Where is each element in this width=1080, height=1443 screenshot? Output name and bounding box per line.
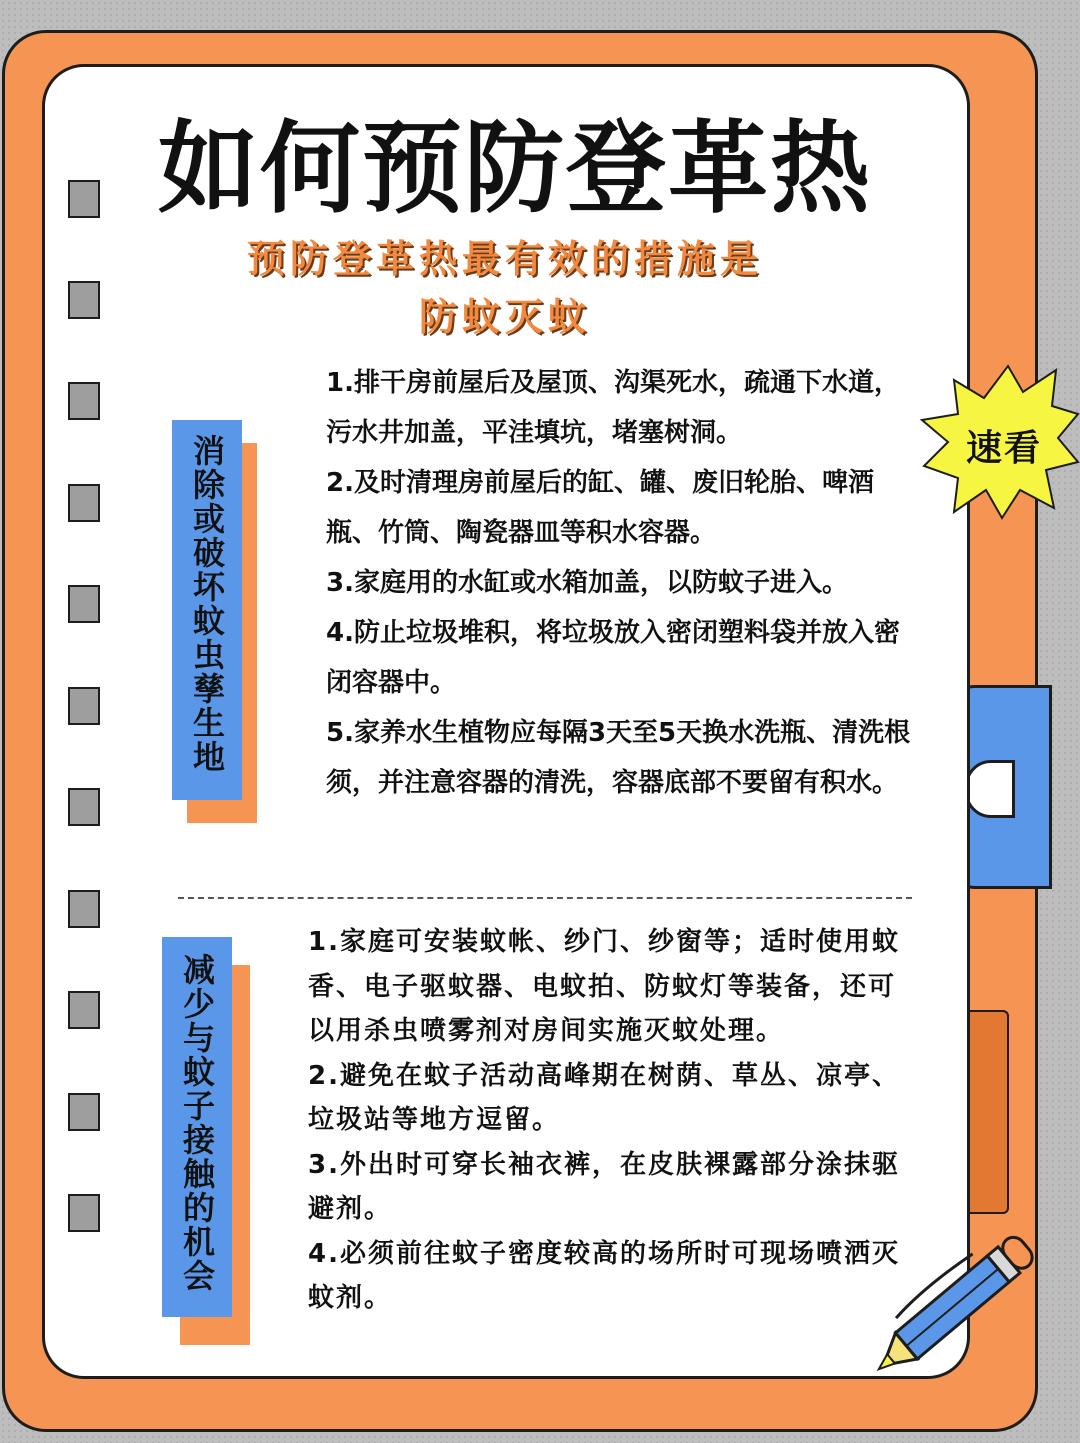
list-item: 1.排干房前屋后及屋顶、沟渠死水，疏通下水道，污水井加盖，平洼填坑，堵塞树洞。 [326,368,900,448]
folder-tab-notch [965,760,1015,818]
list-item: 2.避免在蚊子活动高峰期在树荫、草丛、凉亭、垃圾站等地方逗留。 [308,1060,900,1135]
section-2-heading-box [162,937,232,1317]
section-divider [178,897,912,899]
spiral-ring-icon [68,1093,100,1131]
subtitle-line-2: 防蚊灭蚊 [418,295,591,339]
spiral-ring-icon [68,991,100,1029]
section-1-heading-box [172,420,242,800]
list-item: 5.家养水生植物应每隔3天至5天换水洗瓶、清洗根须，并注意容器的清洗，容器底部不要留有积水。 [326,718,911,798]
spiral-ring-icon [68,890,100,928]
quick-look-badge: 速看 [966,428,1043,469]
folder-tab-orange [965,1010,1009,1214]
spiral-ring-icon [68,788,100,826]
list-item: 4.必须前往蚊子密度较高的场所时可现场喷洒灭蚊剂。 [308,1238,900,1313]
list-item: 3.外出时可穿长袖衣裤，在皮肤裸露部分涂抹驱避剂。 [308,1149,900,1224]
section-2-list [308,920,908,1321]
spiral-ring-icon [68,585,100,623]
page-title: 如何预防登革热 [158,110,872,227]
section-2-heading: 减少与蚊子接触的机会 [178,953,216,1293]
list-item: 4.防止垃圾堆积，将垃圾放入密闭塑料袋并放入密闭容器中。 [326,618,900,698]
spiral-ring-icon [68,484,100,522]
subtitle-line-1: 预防登革热最有效的措施是 [246,237,763,281]
spiral-ring-icon [68,687,100,725]
spiral-ring-icon [68,1194,100,1232]
section-1-heading: 消除或破坏蚊虫孳生地 [188,434,226,774]
list-item: 2.及时清理房前屋后的缸、罐、废旧轮胎、啤酒瓶、竹筒、陶瓷器皿等积水容器。 [326,468,874,548]
spiral-ring-icon [68,382,100,420]
pencil-icon [860,1206,1060,1396]
list-item: 1.家庭可安装蚊帐、纱门、纱窗等；适时使用蚊香、电子驱蚊器、电蚊拍、防蚊灯等装备，还可以用杀虫喷雾剂对房间实施灭蚊处理。 [308,927,900,1046]
section-1-list [326,358,918,808]
list-item: 3.家庭用的水缸或水箱加盖，以防蚊子进入。 [326,568,848,598]
